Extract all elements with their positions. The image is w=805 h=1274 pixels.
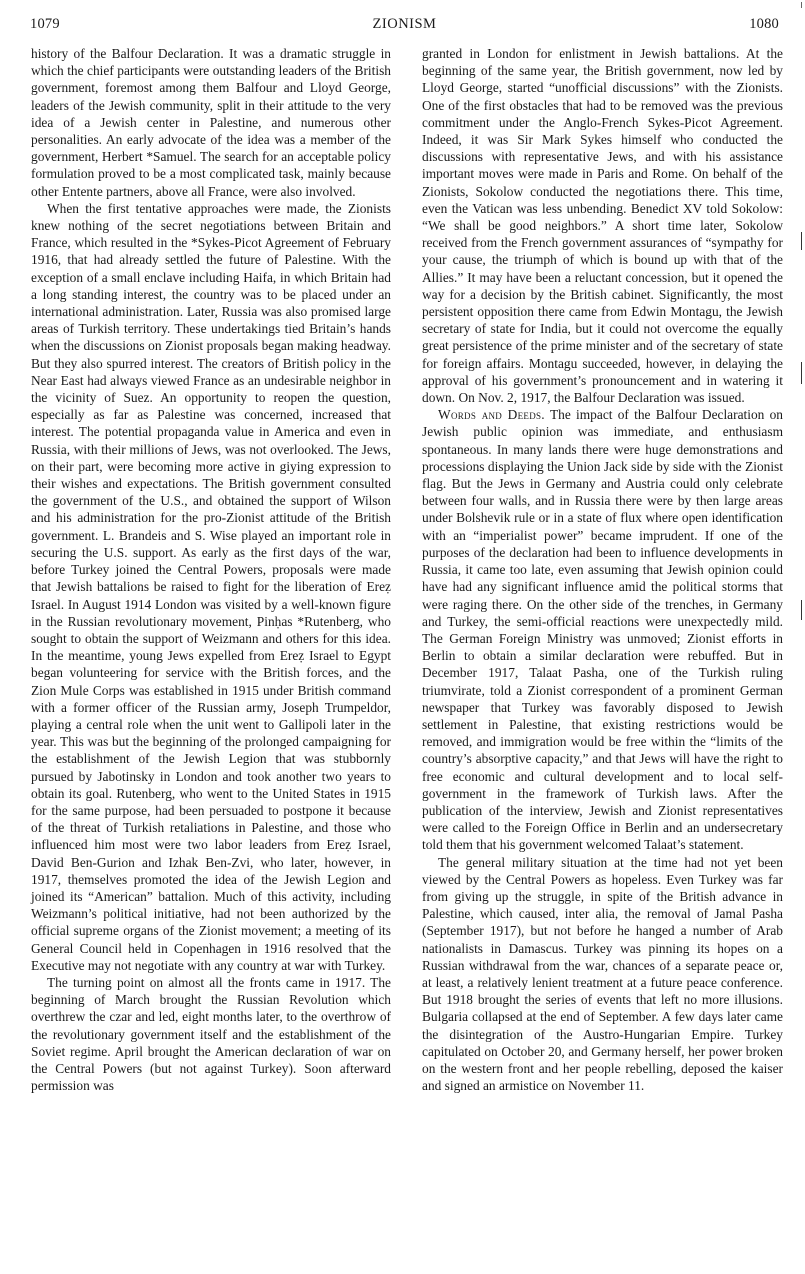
paragraph: history of the Balfour Declaration. It was a dramatic struggle in which the chief participants were outstanding leaders of the British government, foremost among them Balfour and Lloyd George, leaders of the Jewish community, split in their attitude to the very idea of a Jewish center in Palestine, and numerous other personalities. An early advocate of the idea was a member of the government, Herbert *Samuel. The search for an acceptable policy formulation proved to be a most complicated task, mainly because other Entente partners, above all France, were also involved. [31, 46, 391, 199]
scan-edge-mark [801, 2, 802, 8]
section-heading: Words and Deeds. [438, 407, 545, 423]
margin-change-bar [801, 232, 803, 250]
paragraph: granted in London for enlistment in Jewish battalions. At the beginning of the same year, the British government, now led by Lloyd George, started “unofficial discussions” with the Zionists. One of the first obstacles that had to be removed was the previous commitment under the Anglo-French Sykes-Picot Agreement. Indeed, it was Sir Mark Sykes himself who conducted the discussions with representative Jews, and with his assistance important moves were made in Paris and Rome. On behalf of the Zionists, Sokolow conducted the negotiations there. This time, even the Vatican was less unbending. Benedict XV told Sokolow: “We shall be good neighbors.” A short time later, Sokolow received from the French government assurances of “sympathy for your cause, the triumph of which is bound up with that of the Allies.” It may have been a reluctant concession, but it opened the way for a decision by the British cabinet. Significantly, the most persistent opposition there came from Edwin Montagu, the Jewish secretary of state for India, but it could not overcome the equally great persistence of the prime minister and of the secretary of state for foreign affairs. Montagu succeeded, however, in delaying the approval of his government’s pronouncement and in watering it down. On Nov. 2, 1917, the Balfour Declaration was issued. [422, 46, 783, 406]
page-number-right: 1080 [749, 16, 779, 32]
running-title: ZIONISM [372, 16, 437, 32]
page-header [30, 16, 779, 38]
section-text: The impact of the Balfour Declaration on Jewish public opinion was immediate, and enthusiasm spontaneous. In many lands there were huge demonstrations and processions displaying the Union Jack side by side with the Zionist flag. But the Jews in Germany and Austria could only celebrate between four walls, and in Russia there were by then large areas under Bolshevik rule or in a state of flux where open identification with an “imperialist power” became imprudent. If one of the purposes of the declaration had been to influence developments in Russia, it came too late, even assuming that Jewish opinion could have had any significant influence amid the political storms that were raging there. On the other side of the trenches, in Germany and Turkey, the semi-official reactions were unexpectedly mild. The German Foreign Ministry was unmoved; Zionist efforts in Berlin to obtain a similar declaration were rebuffed. But in December 1917, Talaat Pasha, one of the Turkish ruling triumvirate, told a Zionist correspondent of a prominent German newspaper that Turkey was favorably disposed to Jewish settlement in Palestine, that existing restrictions would be removed, and immigration would be free within the “limits of the country’s absorptive capacity,” and that Jews will have the right to free economic and cultural development and to local self-government in the framework of Turkish laws. After the publication of the interview, Jewish and Zionist representatives were called to the Foreign Office in Berlin and an undersecretary told them that his government welcomed Talaat’s statement. [422, 407, 783, 853]
section-paragraph [422, 406, 783, 853]
paragraph: When the first tentative approaches were made, the Zionists knew nothing of the secret negotiations between Britain and France, which resulted in the *Sykes-Picot Agreement of February 1916, that had already settled the future of Palestine. With the exception of a small enclave including Haifa, in which Britain had a long standing interest, the country was to be placed under an international administration. Later, Russia was also promised large areas of Turkish territory. These undertakings tied Britain’s hands when the discussions on Zionist proposals began making headway. But they also spurred interest. The creators of British policy in the Near East had always viewed France as an undesirable neighbor in the vicinity of Suez. An opportunity to reopen the question, especially as far as Palestine was concerned, increased that interest. The potential propaganda value in America and even in Russia, with their millions of Jews, was not overlooked. The Jews, on their part, were becoming more active in giying expression to their wishes and expectations. The British government consulted the government of the U.S., and obtained the support of Wilson and his administration for the pro-Zionist attitude of the British government. L. Brandeis and S. Wise played an important role in securing the U.S. support. As early as the first days of the war, before Turkey joined the Central Powers, proposals were made that Jewish battalions be raised to fight for the liberation of Ereẓ Israel. In August 1914 London was visited by a well-known figure in the Russian revolutionary movement, Pinḥas *Rutenberg, who sought to obtain the support of Weizmann and others for this idea. In the meantime, young Jews expelled from Ereẓ Israel to Egypt began volunteering for service with the British forces, and the Zion Mule Corps was established in 1915 under British command with a former officer of the Russian army, Joseph Trumpeldor, playing a central role when the unit went to Gallipoli later in the year. This was but the beginning of the prolonged campaigning for the establishment of the Jewish Legion that was stubbornly pursued by Jabotinsky in London and took another two years to obtain its goal. Rutenberg, who went to the United States in 1915 for the same purpose, had been persuaded to postpone it because of the threat of Turkish retaliations in Palestine, and those who influenced him most were two labor leaders from Ereẓ Israel, David Ben-Gurion and Izhak Ben-Zvi, who later, however, in 1917, themselves promoted the idea of the Jewish Legion and joined its “American” battalion. Much of this activity, including Weizmann’s political initiative, had not been authorized by the official supreme organs of the Zionist movement; a meeting of its General Council held in Copenhagen in 1916 resolved that the Executive may not negotiate with any country at war with Turkey. [31, 200, 391, 973]
margin-change-bar [801, 600, 803, 620]
paragraph: The turning point on almost all the fronts came in 1917. The beginning of March brought the Russian Revolution which overthrew the czar and led, eight months later, to the overthrow of the revolutionary government itself and the establishment of the Soviet regime. April brought the American declaration of war on the Central Powers (but not against Turkey). Soon afterward permission was [31, 974, 391, 1094]
page-number-left: 1079 [30, 16, 60, 32]
margin-change-bar [801, 362, 803, 384]
left-column [31, 45, 391, 1094]
right-column [422, 45, 783, 1094]
paragraph: The general military situation at the time had not yet been viewed by the Central Powers as hopeless. Even Turkey was far from giving up the struggle, in spite of the British advance in Palestine, which caused, inter alia, the removal of Jamal Pasha (September 1917), but not before he hanged a number of Arab nationalists in Damascus. Turkey was pinning its hopes on a Russian withdrawal from the war, chances of a separate peace or, at least, a relatively lenient treatment at a future peace conference. But 1918 brought the series of events that left no more illusions. Bulgaria collapsed at the end of September. A few days later came the disintegration of the Austro-Hungarian Empire. Turkey capitulated on October 20, and Germany herself, her power broken on the western front and her people rebelling, deposed the kaiser and signed an armistice on November 11. [422, 854, 783, 1094]
